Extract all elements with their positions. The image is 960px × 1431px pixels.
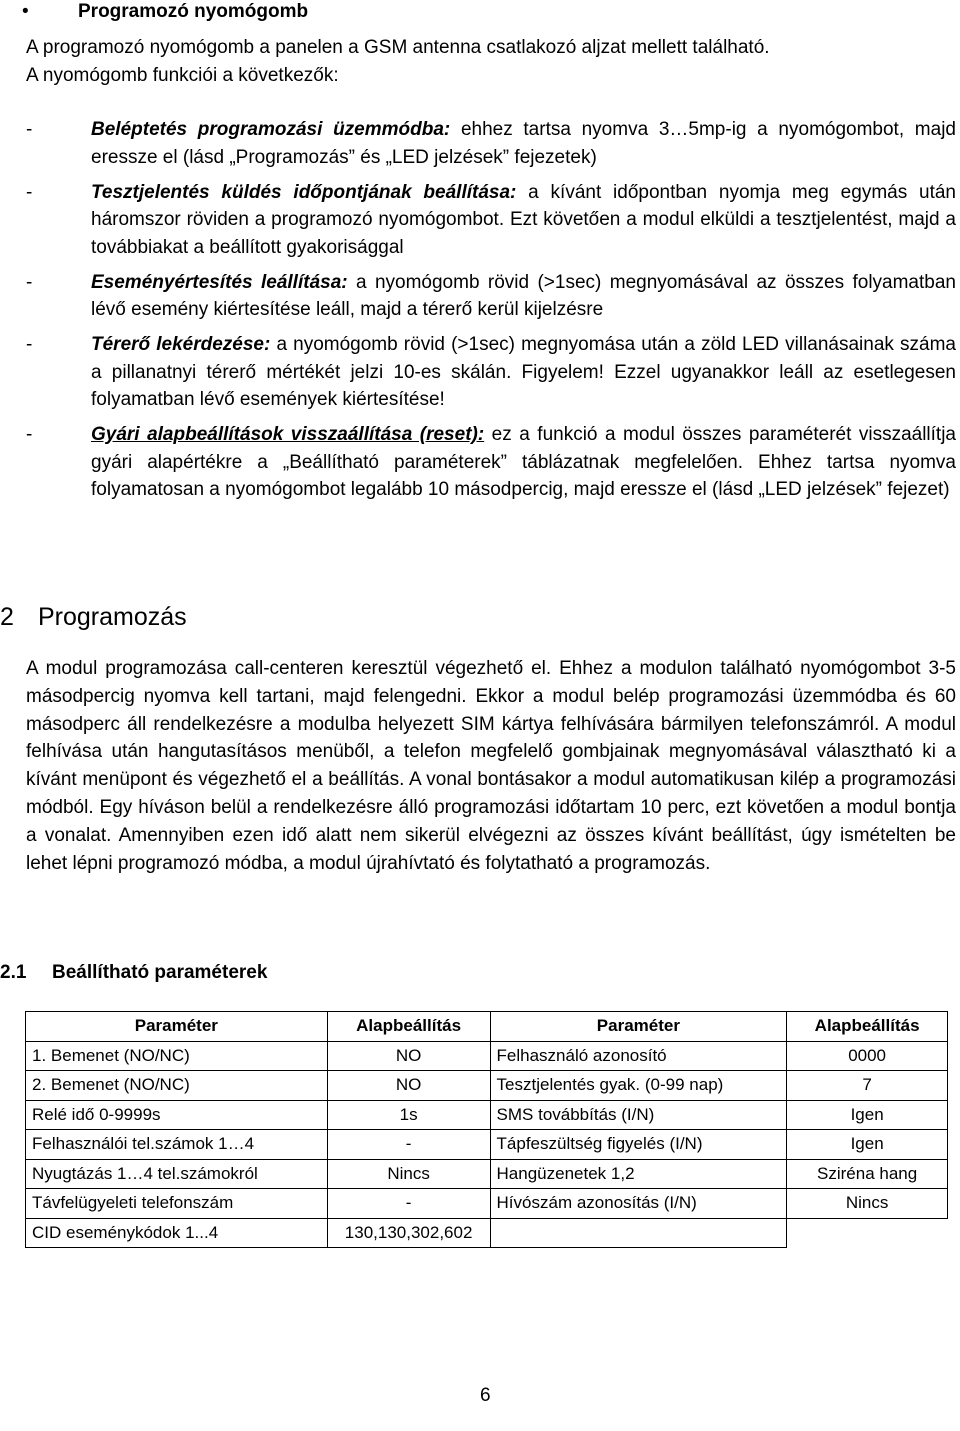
table-row (26, 1041, 948, 1071)
list-item-text: ez a funkció a modul összes paraméterét visszaállítja gyári alapértékre a „Beállítható paraméterek” táblázatnak megfelelően. Ehhez tartsa nyomva folyamatosan a nyomógombot legalább 10 másodpercig, majd eressze el (lásd „LED jelzések” fejezet) (91, 424, 957, 500)
table-row (26, 1130, 948, 1160)
bullet-icon: • (22, 1, 29, 22)
list-dash: - (26, 181, 33, 203)
chapter-body: A modul programozása call-centeren keresztül végezhető el. Ehhez a modulon található nyomógombot 3-5 másodpercig nyomva kell tartani, majd felengedni. Ekkor a modul belép programozási üzemmódba és 60 másodperc áll rendelkezésre a modulba helyezett SIM kártya felhívására bármilyen telefonszámról. A modul felhívása után hangutasításos menüből, a telefon megfelelő gombjainak megnyomásával választható ki a kívánt menüpont és végezhető el a beállítás. A vonal bontásakor a modul automatikusan kilép a programozási módból. Egy híváson belül a rendelkezésre álló programozási időtartam 10 perc, ezt követően a modul bontja a vonalat. Amennyiben ezen idő alatt nem sikerül elvégezni az összes kívánt beállítást, úgy ismételten be lehet lépni programozó módba, a modul újrahívtató és folytatható a programozás. (26, 658, 956, 874)
subsection-heading (0, 959, 267, 987)
list-item-body (91, 116, 956, 171)
intro-line-1: A programozó nyomógomb a panelen a GSM antenna csatlakozó aljzat mellett található. (26, 37, 770, 58)
table-row (26, 1071, 948, 1101)
table-cell: 130,130,302,602 (327, 1218, 490, 1248)
intro-line-2: A nyomógomb funkciói a következők: (26, 64, 339, 86)
list-item (26, 116, 956, 171)
list-item-text: a nyomógomb rövid (>1sec) megnyomása után a zöld LED villanásainak száma a pillanatnyi térerő mértékét jelzi 10-es skálán. Figyelem! Ezzel ugyanakkor leáll az esetlegesen folyamatban lévő események kiértesítése! (91, 334, 956, 410)
list-item-lead: Térerő lekérdezése: (91, 334, 271, 355)
table-cell: Nyugtázás 1…4 tel.számokról (26, 1159, 328, 1189)
table-cell: Tesztjelentés gyak. (0-99 nap) (490, 1071, 787, 1101)
list-item (26, 331, 956, 414)
section-heading-programozo-nyomogomb (22, 0, 308, 26)
table-cell: Nincs (327, 1159, 490, 1189)
table-cell: Igen (787, 1100, 948, 1130)
section-heading-text: Programozó nyomógomb (78, 1, 309, 22)
chapter-heading (0, 600, 187, 634)
table-cell: - (327, 1130, 490, 1160)
parameters-table (25, 1011, 948, 1248)
table-cell: 1. Bemenet (NO/NC) (26, 1041, 328, 1071)
table-row (26, 1100, 948, 1130)
list-item-text: ehhez tartsa nyomva 3…5mp-ig a nyomógombot, majd eressze el (lásd „Programozás” és „LED jelzések” fejezetek) (91, 119, 956, 168)
table-header-cell: Paraméter (490, 1012, 787, 1042)
list-item (26, 421, 956, 504)
table-cell: Felhasználó azonosító (490, 1041, 787, 1071)
table-cell: 7 (787, 1071, 948, 1101)
table-header-row (26, 1012, 948, 1042)
table-cell: SMS továbbítás (I/N) (490, 1100, 787, 1130)
subsection-title: Beállítható paraméterek (52, 962, 268, 983)
function-list (26, 116, 956, 511)
table-cell: 2. Bemenet (NO/NC) (26, 1071, 328, 1101)
list-item-body (91, 331, 956, 414)
table-cell: Hangüzenetek 1,2 (490, 1159, 787, 1189)
list-item-body (91, 269, 956, 324)
list-item-lead: Beléptetés programozási üzemmódba: (91, 119, 451, 140)
list-item-body (91, 421, 956, 504)
table-header-cell: Paraméter (26, 1012, 328, 1042)
list-item-lead: Eseményértesítés leállítása: (91, 271, 348, 293)
table-cell: CID eseménykódok 1...4 (26, 1218, 328, 1248)
list-item-text: a nyomógomb rövid (>1sec) megnyomásával az összes folyamatban lévő esemény kiértesítése leáll, majd a térerő kerül kijelzésre (91, 271, 956, 320)
list-item (26, 269, 956, 324)
table-cell-empty (787, 1218, 948, 1248)
list-item-lead: Gyári alapbeállítások visszaállítása (reset): (91, 424, 485, 445)
list-item-text: a kívánt időpontban nyomja meg egymás után háromszor röviden a programozó nyomógombot. Ezt követően a modul elküldi a tesztjelentést, majd a továbbiakat a beállított gyakorisággal (91, 181, 956, 258)
table-cell: Tápfeszültség figyelés (I/N) (490, 1130, 787, 1160)
list-dash: - (26, 271, 33, 293)
intro-paragraph (26, 34, 956, 89)
table-cell: NO (327, 1041, 490, 1071)
table-cell: 1s (327, 1100, 490, 1130)
list-item-lead: Tesztjelentés küldés időpontjának beállítása: (91, 181, 517, 203)
list-dash: - (26, 424, 33, 445)
table-header-cell: Alapbeállítás (787, 1012, 948, 1042)
table-row (26, 1159, 948, 1189)
table-cell: Hívószám azonosítás (I/N) (490, 1189, 787, 1219)
table-row (26, 1218, 948, 1248)
table-cell: 0000 (787, 1041, 948, 1071)
list-item (26, 179, 956, 262)
page-number: 6 (480, 1385, 491, 1406)
table-cell: Nincs (787, 1189, 948, 1219)
chapter-number: 2 (0, 603, 14, 631)
table-cell: - (327, 1189, 490, 1219)
table-cell: Felhasználói tel.számok 1…4 (26, 1130, 328, 1160)
table-cell: Relé idő 0-9999s (26, 1100, 328, 1130)
table-cell: Igen (787, 1130, 948, 1160)
table-cell-empty (490, 1218, 787, 1248)
list-dash: - (26, 334, 33, 355)
list-dash: - (26, 119, 33, 140)
table-cell: Távfelügyeleti telefonszám (26, 1189, 328, 1219)
table-header-cell: Alapbeállítás (327, 1012, 490, 1042)
table-cell: NO (327, 1071, 490, 1101)
table-cell: Sziréna hang (787, 1159, 948, 1189)
list-item-body (91, 179, 956, 262)
table-row (26, 1189, 948, 1219)
chapter-title: Programozás (38, 603, 187, 631)
subsection-number: 2.1 (0, 962, 27, 983)
